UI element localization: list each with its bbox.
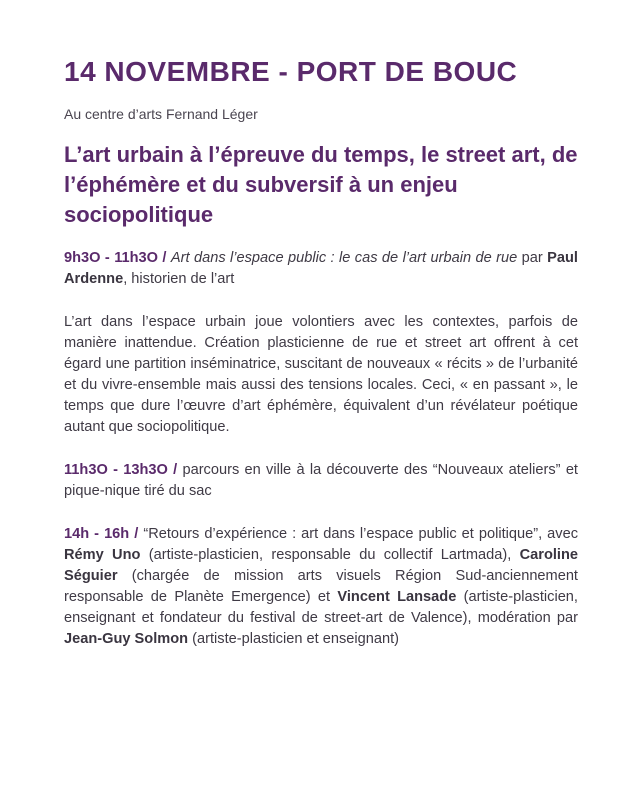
session-afternoon xyxy=(64,524,578,650)
session-afternoon-intro: “Retours d’expérience : art dans l’espace public et politique”, avec xyxy=(143,526,578,542)
moderator-jean-guy-solmon-role: (artiste-plasticien et enseignant) xyxy=(192,631,399,647)
session-morning-talk-title: Art dans l’espace public : le cas de l’art urbain de rue xyxy=(170,250,518,266)
session-midday-time: 11h3O - 13h3O / xyxy=(64,462,178,478)
speaker-caroline-seguier: Caroline Séguier xyxy=(64,547,578,584)
speaker-vincent-lansade-role: (artiste-plasticien, enseignant et fondateur du festival de street-art de Valence), modération par xyxy=(64,589,578,626)
speaker-remy-uno-role: (artiste-plasticien, responsable du collectif Lartmada), xyxy=(148,547,512,563)
session-midday xyxy=(64,460,578,502)
moderator-jean-guy-solmon: Jean-Guy Solmon xyxy=(64,631,189,647)
page-title: 14 NOVEMBRE - PORT DE BOUC xyxy=(64,56,518,87)
event-headline: L’art urbain à l’épreuve du temps, le street art, de l’éphémère et du subversif à un enjeu sociopolitique xyxy=(64,142,578,227)
session-morning-by: par xyxy=(521,250,543,266)
session-morning-speaker: Paul Ardenne xyxy=(64,250,578,287)
session-description: L’art dans l’espace urbain joue volontiers avec les contextes, parfois de manière inattendue. Création plasticienne de rue et street art offrent à cet égard une partition inséminatrice, suscitant de nouveaux « récits » de l’urbanité et du vivre-ensemble mais aussi des tensions locales. Ceci, « en passant », le temps que dure l’œuvre d’art éphémère, équivalent d’un révélateur poétique autant que sociopolitique. xyxy=(64,314,578,435)
speaker-caroline-seguier-role: (chargée de mission arts visuels Région Sud-anciennement responsable de Planète Emergence) et xyxy=(64,568,578,605)
speaker-remy-uno: Rémy Uno xyxy=(64,547,141,563)
session-morning-time: 9h3O - 11h3O / xyxy=(64,250,167,266)
venue-line: Au centre d’arts Fernand Léger xyxy=(64,106,258,122)
session-morning xyxy=(64,248,578,290)
speaker-vincent-lansade: Vincent Lansade xyxy=(337,589,457,605)
session-morning-speaker-role: , historien de l’art xyxy=(123,271,235,287)
session-afternoon-time: 14h - 16h / xyxy=(64,526,139,542)
session-midday-text: parcours en ville à la découverte des “Nouveaux ateliers” et pique-nique tiré du sac xyxy=(64,462,578,499)
